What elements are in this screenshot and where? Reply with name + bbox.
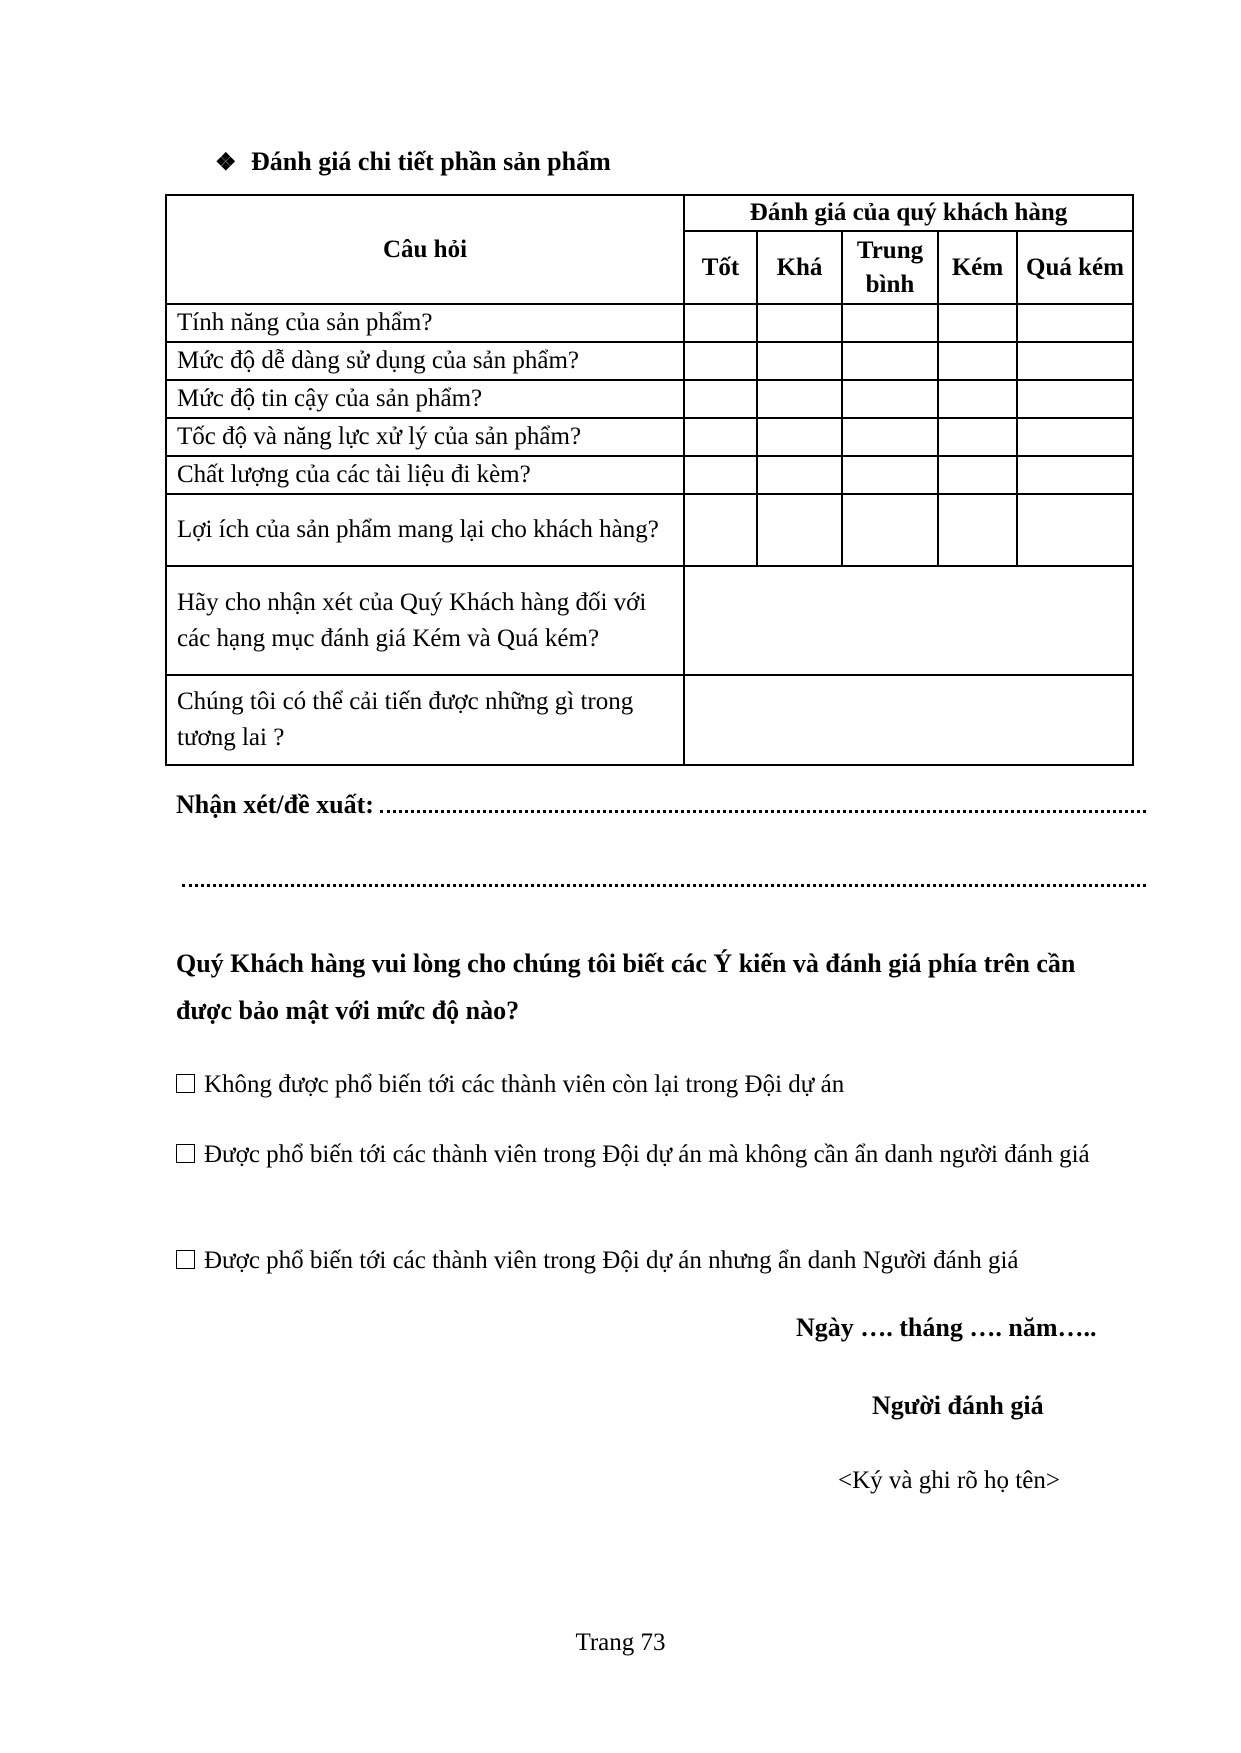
option-label: Không được phổ biến tới các thành viên còn lại trong Đội dự án: [204, 1071, 845, 1098]
comments-label: Nhận xét/đề xuất:: [176, 790, 374, 819]
rating-cell[interactable]: [938, 456, 1017, 494]
confidentiality-option-3[interactable]: [176, 1242, 1116, 1279]
rating-cell[interactable]: [1017, 418, 1133, 456]
open-answer-cell[interactable]: [684, 675, 1133, 765]
question-cell: Tốc độ và năng lực xử lý của sản phẩm?: [166, 418, 684, 456]
rating-cell[interactable]: [1017, 456, 1133, 494]
section-title: Đánh giá chi tiết phần sản phẩm: [251, 147, 611, 176]
rating-cell[interactable]: [684, 342, 757, 380]
checkbox-icon[interactable]: [176, 1144, 195, 1163]
table-row: [166, 418, 1133, 456]
rating-cell[interactable]: [684, 456, 757, 494]
diamond-bullet-icon: ❖: [215, 150, 237, 176]
section-heading: [215, 145, 611, 180]
checkbox-icon[interactable]: [176, 1074, 195, 1093]
comments-dotted-line-2[interactable]: [182, 884, 1146, 887]
rating-cell[interactable]: [1017, 380, 1133, 418]
open-question-cell: Chúng tôi có thể cải tiến được những gì trong tương lai ?: [166, 675, 684, 765]
rating-cell[interactable]: [684, 380, 757, 418]
question-cell: Tính năng của sản phẩm?: [166, 304, 684, 342]
table-header-row: [166, 195, 1133, 231]
option-label: Được phổ biến tới các thành viên trong Đội dự án mà không cần ẩn danh người đánh giá: [204, 1141, 1090, 1168]
rating-cell[interactable]: [842, 380, 938, 418]
rating-group-header: Đánh giá của quý khách hàng: [684, 195, 1133, 231]
page-number: Trang 73: [575, 1629, 666, 1656]
rating-cell[interactable]: [938, 380, 1017, 418]
checkbox-icon[interactable]: [176, 1250, 195, 1269]
table-row: [166, 566, 1133, 675]
rating-cell[interactable]: [842, 342, 938, 380]
question-cell: Lợi ích của sản phẩm mang lại cho khách hàng?: [166, 494, 684, 566]
rating-cell[interactable]: [842, 418, 938, 456]
signer-title: Người đánh giá: [872, 1391, 1044, 1420]
question-cell: Mức độ dễ dàng sử dụng của sản phẩm?: [166, 342, 684, 380]
rating-column-header-kha: Khá: [757, 231, 842, 304]
rating-cell[interactable]: [938, 304, 1017, 342]
rating-cell[interactable]: [757, 380, 842, 418]
rating-column-header-trung-binh: Trung bình: [842, 231, 938, 304]
rating-cell[interactable]: [842, 456, 938, 494]
rating-cell[interactable]: [938, 418, 1017, 456]
rating-column-header-kem: Kém: [938, 231, 1017, 304]
rating-cell[interactable]: [1017, 304, 1133, 342]
sign-instruction: <Ký và ghi rõ họ tên>: [838, 1467, 1060, 1494]
table-row: [166, 342, 1133, 380]
rating-cell[interactable]: [757, 494, 842, 566]
rating-column-header-qua-kem: Quá kém: [1017, 231, 1133, 304]
rating-cell[interactable]: [757, 456, 842, 494]
rating-cell[interactable]: [684, 418, 757, 456]
rating-cell[interactable]: [842, 494, 938, 566]
rating-cell[interactable]: [757, 418, 842, 456]
rating-cell[interactable]: [938, 494, 1017, 566]
open-question-cell: Hãy cho nhận xét của Quý Khách hàng đối với các hạng mục đánh giá Kém và Quá kém?: [166, 566, 684, 675]
comments-dotted-line: [380, 788, 1146, 813]
rating-cell[interactable]: [684, 494, 757, 566]
open-answer-cell[interactable]: [684, 566, 1133, 675]
table-row: [166, 380, 1133, 418]
question-cell: Mức độ tin cậy của sản phẩm?: [166, 380, 684, 418]
rating-cell[interactable]: [757, 342, 842, 380]
rating-cell[interactable]: [757, 304, 842, 342]
table-row: [166, 456, 1133, 494]
rating-cell[interactable]: [1017, 342, 1133, 380]
product-evaluation-table: [165, 194, 1134, 766]
date-line: Ngày …. tháng …. năm…..: [796, 1313, 1097, 1342]
rating-cell[interactable]: [684, 304, 757, 342]
rating-column-header-tot: Tốt: [684, 231, 757, 304]
question-cell: Chất lượng của các tài liệu đi kèm?: [166, 456, 684, 494]
rating-cell[interactable]: [842, 304, 938, 342]
confidentiality-option-1[interactable]: [176, 1066, 1116, 1103]
table-row: [166, 675, 1133, 765]
confidentiality-question: Quý Khách hàng vui lòng cho chúng tôi biết các Ý kiến và đánh giá phía trên cần được bảo mật với mức độ nào?: [176, 949, 1076, 1025]
table-row: [166, 304, 1133, 342]
confidentiality-option-2[interactable]: [176, 1136, 1116, 1173]
question-column-header: Câu hỏi: [166, 195, 684, 304]
rating-cell[interactable]: [938, 342, 1017, 380]
rating-cell[interactable]: [1017, 494, 1133, 566]
table-row: [166, 494, 1133, 566]
comments-field[interactable]: [176, 788, 1146, 822]
option-label: Được phổ biến tới các thành viên trong Đội dự án nhưng ẩn danh Người đánh giá: [204, 1247, 1019, 1274]
